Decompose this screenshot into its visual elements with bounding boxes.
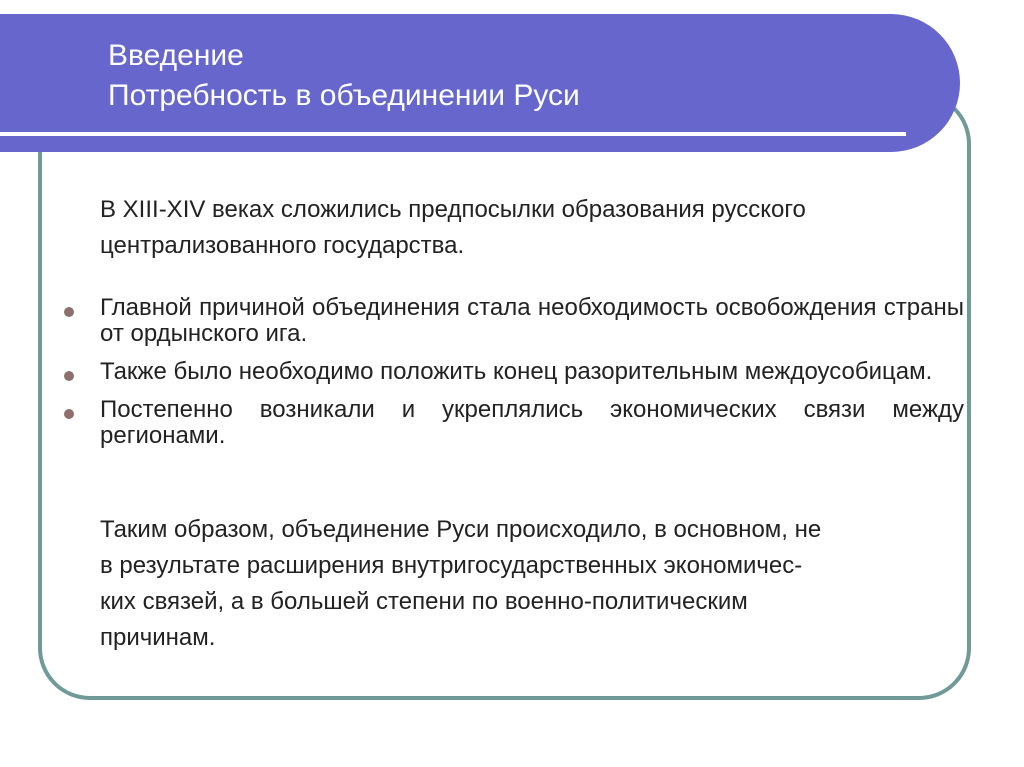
bullet-item	[60, 397, 964, 449]
bullet-item	[60, 295, 964, 347]
conclusion-paragraph	[100, 512, 970, 656]
conclusion-line: Таким образом, объединение Руси происходило, в основном, не	[100, 516, 822, 543]
title-underline	[0, 132, 906, 136]
bullet-dot-icon	[64, 409, 74, 419]
bullet-dot-icon	[64, 371, 74, 381]
bullet-list	[60, 295, 964, 461]
bullet-text: Главной причиной объединения стала необходимость освобождения страны от ордынского ига.	[100, 294, 964, 347]
bullet-dot-icon	[64, 307, 74, 317]
slide-title	[108, 36, 580, 116]
bullet-text: Также было необходимо положить конец разорительным междоусобицам.	[100, 358, 933, 385]
intro-paragraph: В XIII-XIV веках сложились предпосылки образования русского централизованного государства.	[100, 196, 806, 259]
title-line-2: Потребность в объединении Руси	[108, 79, 580, 112]
bullet-text: Постепенно возникали и укреплялись экономических связи между регионами.	[100, 396, 964, 449]
title-line-1: Введение	[108, 39, 244, 72]
bullet-item	[60, 359, 964, 385]
conclusion-line: ких связей, а в большей степени по военно-политическим	[100, 588, 748, 615]
conclusion-line: причинам.	[100, 624, 216, 651]
conclusion-line: в результате расширения внутригосударственных экономичес-	[100, 552, 803, 579]
